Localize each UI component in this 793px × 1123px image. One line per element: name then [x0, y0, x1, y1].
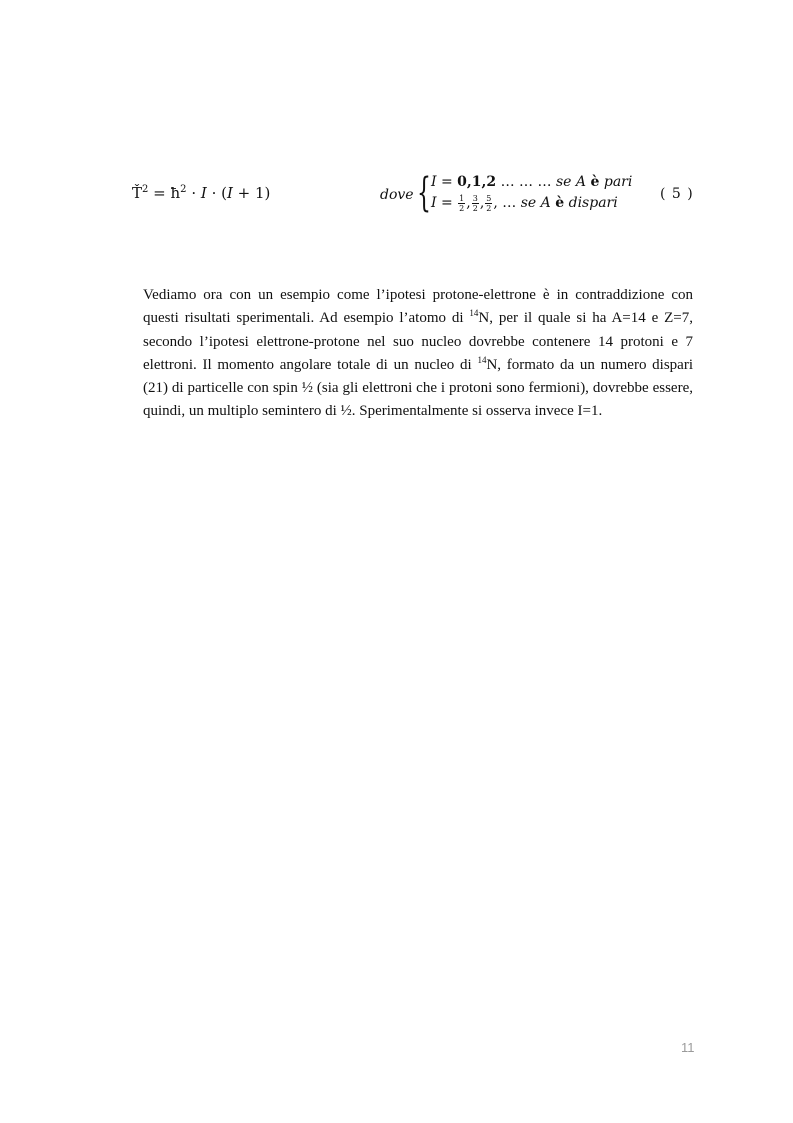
case-verb: è: [590, 174, 600, 190]
case-eq: =: [436, 174, 458, 190]
frac-num: 3: [472, 193, 478, 203]
case-var: I: [431, 174, 437, 190]
eq-dot-paren: · (: [206, 184, 227, 202]
eq-tail: + 1): [232, 184, 271, 202]
case-var: I: [431, 195, 437, 211]
case-verb: è: [555, 195, 565, 211]
case-dots: , …: [493, 195, 517, 211]
case-se: se: [520, 195, 537, 211]
para-text-2: N, per il quale si ha A=14 e Z=7, secondo l’ipotesi elettrone-protone nel suo nucleo dovrebbe contenere 14 protoni e 7 elettroni. Il momento angolare totale di un nucleo di: [143, 310, 693, 373]
case-a: A: [540, 195, 551, 211]
equation-cases: [431, 172, 632, 214]
case-brace: {: [417, 170, 431, 216]
case-odd: I = $\frac{1}{2}$ , $\frac{3}{2}$ , $\frac{5}{2}$ , … se A è dispari: [431, 193, 618, 213]
isotope-mass-number: 14: [469, 308, 479, 319]
fraction-three-halves: [472, 194, 479, 213]
page-number: 11: [681, 1040, 695, 1055]
eq-dot: ·: [186, 184, 201, 202]
case-eq: =: [436, 195, 458, 211]
eq-var-i2: I: [226, 184, 233, 202]
frac-num: 5: [486, 193, 492, 203]
para-text-3: N, formato da un numero dispari (21) di particelle con spin ½ (sia gli elettroni che i protoni sono fermioni), dovrebbe essere, quindi, un multiplo semintero di ½. Sperimentalmente si osserva invece I=1.: [143, 356, 693, 420]
fraction-five-halves: [485, 194, 492, 213]
case-se: se: [555, 174, 572, 190]
para-text-1: Vediamo ora con un esempio come l’ipotesi protone-elettrone è in contraddizione con questi risultati sperimentali. Ad esempio l’atomo di: [143, 287, 693, 327]
fraction-one-half: [458, 194, 465, 213]
case-word: dispari: [568, 195, 618, 211]
frac-num: 1: [459, 193, 465, 203]
frac-den: 2: [486, 203, 492, 213]
equation-row: [0, 172, 793, 222]
eq-symbol-t: Ť: [132, 184, 143, 202]
eq-hbar: ħ: [170, 184, 181, 202]
case-dots: … … …: [496, 174, 552, 190]
case-word: pari: [603, 174, 633, 190]
case-a: A: [575, 174, 587, 190]
equation-number: ( 5 ): [660, 186, 694, 202]
body-paragraph: [143, 284, 693, 424]
case-even: [431, 172, 632, 193]
isotope-mass-number: 14: [477, 354, 487, 365]
equation-lhs: [132, 184, 270, 202]
eq-var-i: I: [200, 184, 207, 202]
eq-sign: =: [148, 184, 171, 202]
frac-den: 2: [472, 203, 478, 213]
frac-den: 2: [459, 203, 465, 213]
eq-hbar-exp: 2: [180, 184, 187, 195]
eq-exp: 2: [142, 184, 149, 195]
dove-label: dove: [380, 187, 414, 203]
case-values: 0,1,2: [457, 174, 497, 190]
